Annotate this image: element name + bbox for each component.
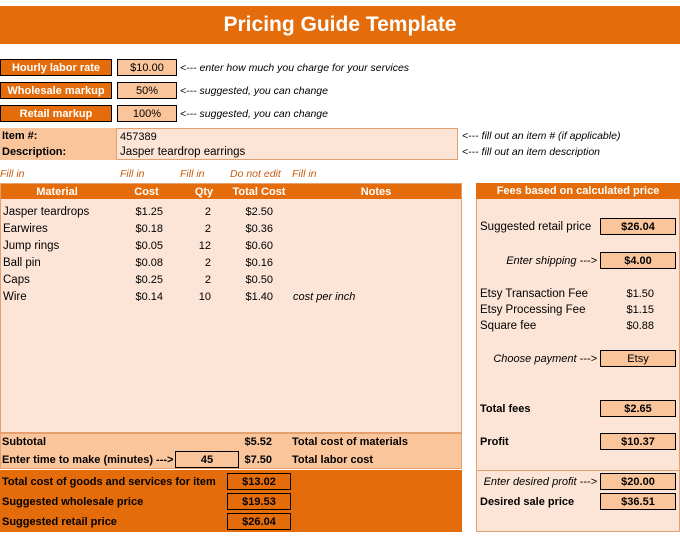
wholesale-label: Suggested wholesale price bbox=[2, 495, 144, 508]
retail-label: Suggested retail price bbox=[2, 515, 117, 528]
material-cost-cell[interactable]: $0.25 bbox=[135, 273, 163, 286]
fees-suggested-label: Suggested retail price bbox=[480, 220, 592, 233]
table-row bbox=[1, 203, 461, 220]
goods-label: Total cost of goods and services for item bbox=[2, 475, 216, 488]
item-number-input[interactable]: 457389 bbox=[116, 128, 458, 144]
notes-header: Notes bbox=[360, 185, 392, 198]
material-total-cell[interactable]: $0.16 bbox=[245, 256, 273, 269]
retail-markup-note: <--- suggested, you can change bbox=[180, 107, 328, 120]
payment-label: Choose payment ---> bbox=[493, 352, 597, 365]
material-cost-cell[interactable]: $0.08 bbox=[135, 256, 163, 269]
material-qty-cell[interactable]: 10 bbox=[198, 290, 211, 303]
qty-hint: Fill in bbox=[180, 168, 205, 180]
material-qty-cell[interactable]: 2 bbox=[204, 273, 211, 286]
retail-markup-label: Retail markup bbox=[0, 105, 112, 122]
cost-hint: Fill in bbox=[120, 168, 145, 180]
material-material-cell[interactable]: Earwires bbox=[3, 222, 48, 235]
time-label: Enter time to make (minutes) ---> bbox=[2, 453, 174, 466]
hourly-rate-label: Hourly labor rate bbox=[0, 59, 112, 76]
material-qty-cell[interactable]: 2 bbox=[204, 222, 211, 235]
material-cost-cell[interactable]: $1.25 bbox=[135, 205, 163, 218]
table-row bbox=[1, 271, 461, 288]
transaction-fee-label: Etsy Transaction Fee bbox=[480, 287, 589, 300]
payment-select[interactable]: Etsy bbox=[600, 350, 676, 367]
description-note: <--- fill out an item description bbox=[462, 146, 601, 158]
material-notes-cell[interactable] bbox=[293, 271, 453, 288]
material-notes-cell[interactable] bbox=[293, 254, 453, 271]
fees-suggested-value: $26.04 bbox=[600, 218, 676, 235]
material-notes-cell[interactable]: cost per inch bbox=[293, 290, 356, 303]
item-number-note: <--- fill out an item # (if applicable) bbox=[462, 130, 621, 142]
material-qty-cell[interactable]: 2 bbox=[204, 256, 211, 269]
profit-value: $10.37 bbox=[600, 433, 676, 450]
shipping-input[interactable]: $4.00 bbox=[600, 252, 676, 269]
material-qty-cell[interactable]: 12 bbox=[198, 239, 211, 252]
material-cost-cell[interactable]: $0.18 bbox=[135, 222, 163, 235]
material-notes-cell[interactable] bbox=[293, 237, 453, 254]
material-material-cell[interactable]: Jump rings bbox=[3, 239, 60, 252]
total-hint: Do not edit bbox=[230, 168, 281, 180]
desired-profit-label: Enter desired profit ---> bbox=[483, 475, 597, 488]
material-total-cell[interactable]: $0.60 bbox=[245, 239, 273, 252]
wholesale-markup-label: Wholesale markup bbox=[0, 82, 112, 99]
wholesale-value: $19.53 bbox=[227, 493, 291, 510]
description-input[interactable]: Jasper teardrop earrings bbox=[116, 144, 458, 160]
time-input[interactable]: 45 bbox=[175, 451, 239, 468]
cost-header: Cost bbox=[134, 185, 159, 198]
material-cost-cell[interactable]: $0.05 bbox=[135, 239, 163, 252]
material-material-cell[interactable]: Caps bbox=[3, 273, 30, 286]
material-material-cell[interactable]: Ball pin bbox=[3, 256, 41, 269]
subtotal-label: Subtotal bbox=[2, 436, 46, 448]
material-total-cell[interactable]: $1.40 bbox=[245, 290, 273, 303]
transaction-fee-value: $1.50 bbox=[626, 287, 654, 300]
profit-label: Profit bbox=[480, 435, 509, 448]
material-header: Material bbox=[36, 185, 78, 198]
description-label: Description: bbox=[0, 144, 116, 160]
page-title: Pricing Guide Template bbox=[0, 6, 680, 44]
wholesale-markup-input[interactable]: 50% bbox=[117, 82, 177, 99]
material-total-cell[interactable]: $2.50 bbox=[245, 205, 273, 218]
fees-divider bbox=[476, 470, 680, 471]
notes-hint: Fill in bbox=[292, 168, 317, 180]
retail-markup-input[interactable]: 100% bbox=[117, 105, 177, 122]
material-cost-cell[interactable]: $0.14 bbox=[135, 290, 163, 303]
material-total-cell[interactable]: $0.50 bbox=[245, 273, 273, 286]
fees-header: Fees based on calculated price bbox=[476, 183, 680, 199]
retail-value: $26.04 bbox=[227, 513, 291, 530]
hourly-rate-note: <--- enter how much you charge for your services bbox=[180, 61, 410, 74]
desired-sale-value: $36.51 bbox=[600, 493, 676, 510]
materials-table bbox=[0, 183, 462, 433]
labor-desc: Total labor cost bbox=[292, 453, 374, 466]
material-material-cell[interactable]: Jasper teardrops bbox=[3, 205, 90, 218]
wholesale-markup-note: <--- suggested, you can change bbox=[180, 84, 328, 97]
square-fee-value: $0.88 bbox=[626, 319, 654, 332]
table-row bbox=[1, 220, 461, 237]
goods-value: $13.02 bbox=[227, 473, 291, 490]
total-header: Total Cost bbox=[232, 185, 286, 198]
processing-fee-label: Etsy Processing Fee bbox=[480, 303, 586, 316]
desired-profit-input[interactable]: $20.00 bbox=[600, 473, 676, 490]
total-fees-label: Total fees bbox=[480, 402, 531, 415]
square-fee-label: Square fee bbox=[480, 319, 537, 332]
materials-header-row bbox=[1, 184, 461, 199]
table-row bbox=[1, 254, 461, 271]
desired-sale-label: Desired sale price bbox=[480, 495, 575, 508]
subtotal-desc: Total cost of materials bbox=[292, 436, 408, 448]
item-number-label: Item #: bbox=[0, 128, 116, 144]
material-material-cell[interactable]: Wire bbox=[3, 290, 27, 303]
material-total-cell[interactable]: $0.36 bbox=[245, 222, 273, 235]
total-fees-value: $2.65 bbox=[600, 400, 676, 417]
shipping-label: Enter shipping ---> bbox=[506, 254, 597, 267]
table-row bbox=[1, 237, 461, 254]
material-notes-cell[interactable] bbox=[293, 220, 453, 237]
qty-header: Qty bbox=[194, 185, 214, 198]
material-hint: Fill in bbox=[0, 168, 25, 180]
table-row bbox=[1, 288, 461, 305]
material-qty-cell[interactable]: 2 bbox=[204, 205, 211, 218]
hourly-rate-input[interactable]: $10.00 bbox=[117, 59, 177, 76]
material-notes-cell[interactable] bbox=[293, 203, 453, 220]
processing-fee-value: $1.15 bbox=[626, 303, 654, 316]
labor-value: $7.50 bbox=[244, 453, 272, 466]
subtotal-value: $5.52 bbox=[244, 436, 272, 448]
